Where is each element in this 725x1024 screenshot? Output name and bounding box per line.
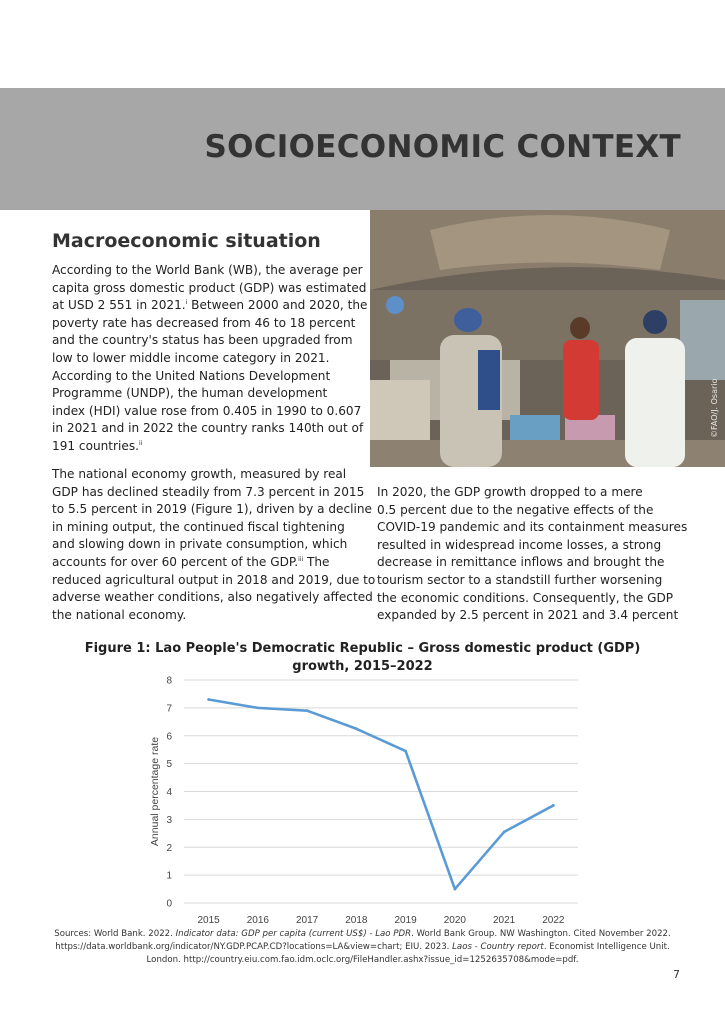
text-line: decrease in remittance inflows and brought the [377, 555, 665, 570]
text-fragment: at USD 2 551 in 2021. [52, 298, 186, 313]
text-fragment: The [303, 554, 330, 569]
y-tick-label: 7 [166, 703, 172, 715]
text-fragment: 191 countries. [52, 438, 139, 453]
text-line: adverse weather conditions, also negatively affected [52, 590, 373, 605]
y-axis-label: Annual percentage rate [149, 736, 161, 847]
x-tick-label: 2018 [345, 915, 368, 926]
x-tick-label: 2016 [246, 915, 269, 926]
text-line: poverty rate has decreased from 46 to 18 percent [52, 315, 356, 330]
figure-title [40, 640, 685, 676]
text-line: According to the World Bank (WB), the average per [52, 263, 363, 277]
text-line: to 5.5 percent in 2019 (Figure 1), driven by a decline [52, 502, 372, 517]
photo-credit: ©FAO/J. Osario [710, 378, 719, 438]
text-line: the national economy. [52, 607, 187, 622]
text-line: resulted in widespread income losses, a strong [377, 537, 662, 552]
text-fragment: . World Bank Group. NW Washington. Cited November 2022. [411, 929, 671, 939]
paragraph-growth-decline [52, 466, 375, 624]
data-point [552, 804, 555, 807]
data-point [207, 698, 210, 701]
text-line: in mining output, the continued fiscal tightening [52, 519, 345, 534]
text-line: index (HDI) value rose from 0.405 in 1990 to 0.607 [52, 403, 362, 418]
text-line: expanded by 2.5 percent in 2021 and 3.4 percent [377, 608, 679, 623]
text-fragment: Between 2000 and 2020, the [187, 298, 368, 313]
text-fragment: . Economist Intelligence Unit. [543, 942, 670, 952]
text-line [52, 438, 367, 456]
text-line: tourism sector to a standstill further worsening [377, 572, 663, 587]
x-tick-label: 2019 [394, 915, 417, 926]
paragraph-gdp-overview [52, 262, 367, 456]
y-tick-label: 4 [166, 787, 172, 798]
figure-title-line: growth, 2015–2022 [292, 659, 433, 674]
photo-illustration [370, 210, 725, 467]
data-point [404, 750, 407, 753]
data-point [256, 706, 259, 709]
text-line: the economic conditions. Consequently, the GDP [377, 590, 674, 605]
section-banner [0, 88, 725, 210]
text-fragment: Sources: World Bank. 2022. [54, 929, 176, 939]
text-fragment: accounts for over 60 percent of the GDP. [52, 554, 299, 569]
text-line: capita gross domestic product (GDP) was estimated [52, 280, 367, 295]
text-line: The national economy growth, measured by real [52, 467, 347, 481]
text-line: Programme (UNDP), the human development [52, 386, 328, 401]
y-tick-label: 1 [166, 870, 172, 882]
y-tick-label: 6 [166, 731, 172, 743]
footnote-marker: ii [138, 439, 143, 447]
footnote-marker: iii [298, 555, 304, 563]
series-line [209, 700, 554, 890]
x-tick-label: 2015 [197, 915, 220, 926]
paragraph-covid-impact [377, 484, 687, 625]
x-tick-label: 2021 [493, 915, 516, 926]
text-line: In 2020, the GDP growth dropped to a mere [377, 485, 643, 499]
footnote-marker: i [185, 299, 188, 307]
market-photo [370, 210, 725, 467]
figure-sources [20, 928, 705, 967]
text-line [52, 297, 367, 315]
data-point [306, 709, 309, 712]
gdp-growth-line-chart [140, 672, 590, 932]
y-tick-label: 0 [166, 898, 172, 910]
text-line: GDP has declined steadily from 7.3 percent in 2015 [52, 484, 365, 499]
y-tick-label: 3 [166, 814, 172, 826]
page-number: 7 [673, 968, 680, 981]
sources-line [20, 928, 705, 941]
data-point [453, 888, 456, 891]
y-tick-label: 8 [166, 675, 172, 687]
text-line [52, 554, 375, 572]
section-title: SOCIOECONOMIC CONTEXT [204, 129, 681, 165]
text-line: in 2021 and in 2022 the country ranks 140th out of [52, 421, 364, 436]
data-point [355, 727, 358, 730]
x-tick-label: 2020 [443, 915, 466, 926]
x-tick-label: 2017 [296, 915, 319, 926]
text-line: and the country's status has been upgraded from [52, 333, 353, 348]
section-heading: Macroeconomic situation [52, 230, 321, 252]
y-tick-label: 2 [166, 842, 172, 854]
source-link[interactable]: London. http://country.eiu.com.fao.idm.oclc.org/FileHandler.ashx?issue_id=1252635708&mode=pdf. [146, 955, 579, 965]
figure-title-line: Figure 1: Lao People's Democratic Republic – Gross domestic product (GDP) [84, 641, 641, 656]
source-title: Indicator data: GDP per capita (current US$) - Lao PDR [175, 929, 412, 939]
data-point [503, 831, 506, 834]
text-line: 0.5 percent due to the negative effects of the [377, 502, 654, 517]
text-line: COVID-19 pandemic and its containment measures [377, 520, 688, 535]
text-line: low to lower middle income category in 2021. [52, 350, 330, 365]
text-line: and slowing down in private consumption, which [52, 537, 348, 552]
x-tick-label: 2022 [542, 915, 565, 926]
source-link[interactable]: https://data.worldbank.org/indicator/NY.GDP.PCAP.CD?locations=LA&view=chart; EIU. 2023. [55, 942, 453, 952]
text-line: According to the United Nations Development [52, 368, 331, 383]
sources-line [20, 941, 705, 954]
source-title: Laos - Country report [452, 942, 544, 952]
y-tick-label: 5 [166, 759, 172, 771]
text-line: reduced agricultural output in 2018 and 2019, due to [52, 572, 376, 587]
